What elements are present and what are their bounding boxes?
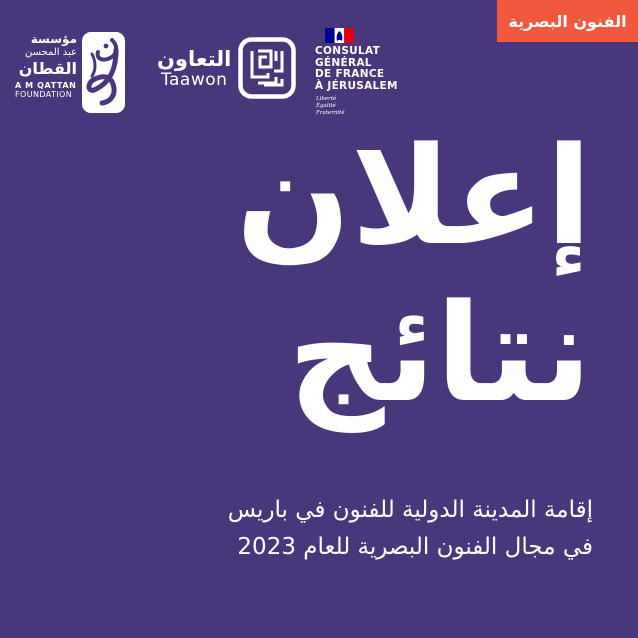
qattan-arabic-line: مؤسسة (30, 32, 77, 46)
motto-line: Égalité (316, 103, 336, 109)
consulate-motto (316, 96, 398, 117)
main-title-line: نتائج (287, 275, 592, 432)
qattan-foundation-logo (15, 32, 125, 113)
consulate-line: DE FRANCE (315, 68, 385, 80)
qattan-logo-text (15, 32, 77, 113)
main-title-line: إعلان (235, 118, 592, 275)
category-badge-label: الفنون البصرية (508, 11, 627, 31)
category-badge (497, 0, 638, 42)
consulate-line: À JÉRUSALEM (315, 79, 398, 92)
taawon-latin-label: Taawon (160, 70, 228, 90)
subtitle-line: إقامة المدينة الدولية للفنون في باريس (227, 497, 593, 523)
qattan-latin-line: FOUNDATION (15, 90, 73, 99)
consulate-line: GÉNÉRAL (315, 56, 372, 69)
french-flag-icon (325, 28, 354, 43)
taawon-logo (157, 47, 231, 89)
qattan-arabic-line: عبد المحسن (24, 47, 77, 58)
qattan-latin-line: A M QATTAN (15, 81, 77, 90)
motto-line: Liberté (316, 96, 337, 102)
main-title (236, 118, 592, 432)
subtitle (228, 492, 593, 566)
french-consulate-logo (315, 28, 398, 117)
consulate-line: CONSULAT (315, 45, 381, 57)
taawon-kufic-seal-icon (238, 37, 296, 99)
taawon-arabic-label: التعاون (157, 47, 232, 71)
motto-line: Fraternité (316, 110, 345, 116)
subtitle-line: في مجال الفنون البصرية للعام 2023 (237, 534, 593, 560)
qattan-arabic-line: القطان (18, 59, 77, 78)
qattan-calligraphy-icon (82, 32, 125, 113)
